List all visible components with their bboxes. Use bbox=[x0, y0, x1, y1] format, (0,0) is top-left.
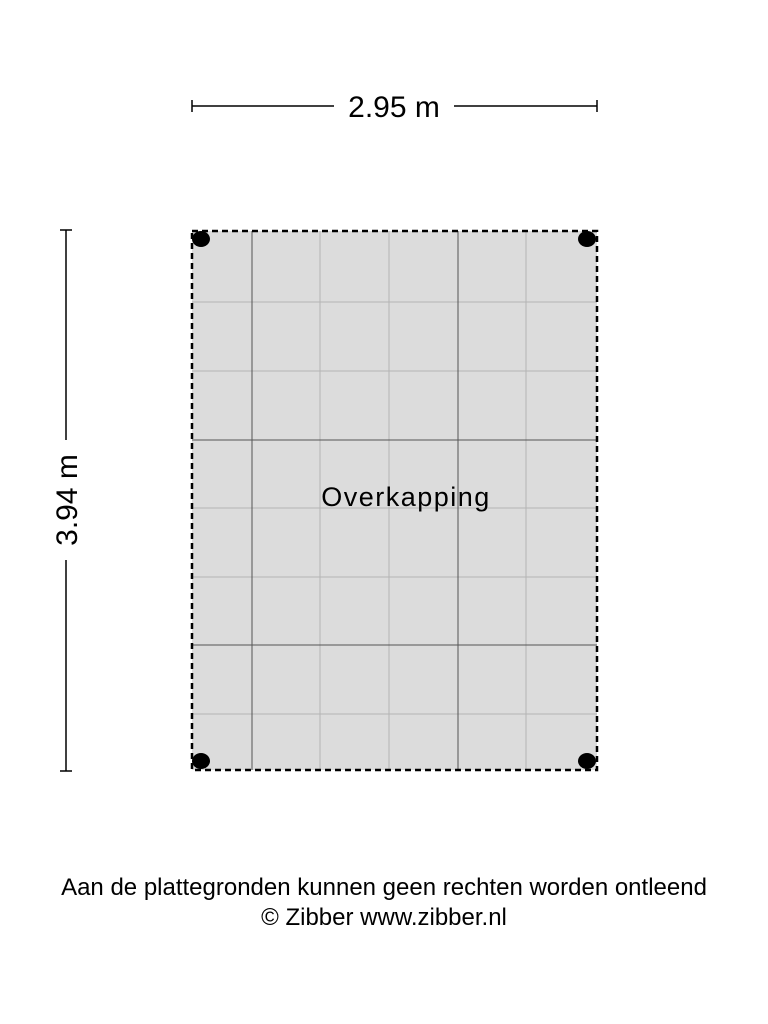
post-bottom-right bbox=[578, 753, 596, 769]
post-top-right bbox=[578, 231, 596, 247]
width-dimension bbox=[192, 91, 597, 124]
room-overkapping bbox=[192, 231, 597, 770]
disclaimer-text: Aan de plattegronden kunnen geen rechten worden ontleend bbox=[61, 874, 707, 901]
post-top-left bbox=[192, 231, 210, 247]
height-dimension bbox=[51, 230, 84, 771]
room-label: Overkapping bbox=[321, 482, 491, 512]
post-bottom-left bbox=[192, 753, 210, 769]
copyright-text: © Zibber www.zibber.nl bbox=[261, 904, 507, 931]
height-dimension-label: 3.94 m bbox=[51, 454, 84, 546]
width-dimension-label: 2.95 m bbox=[348, 91, 440, 124]
